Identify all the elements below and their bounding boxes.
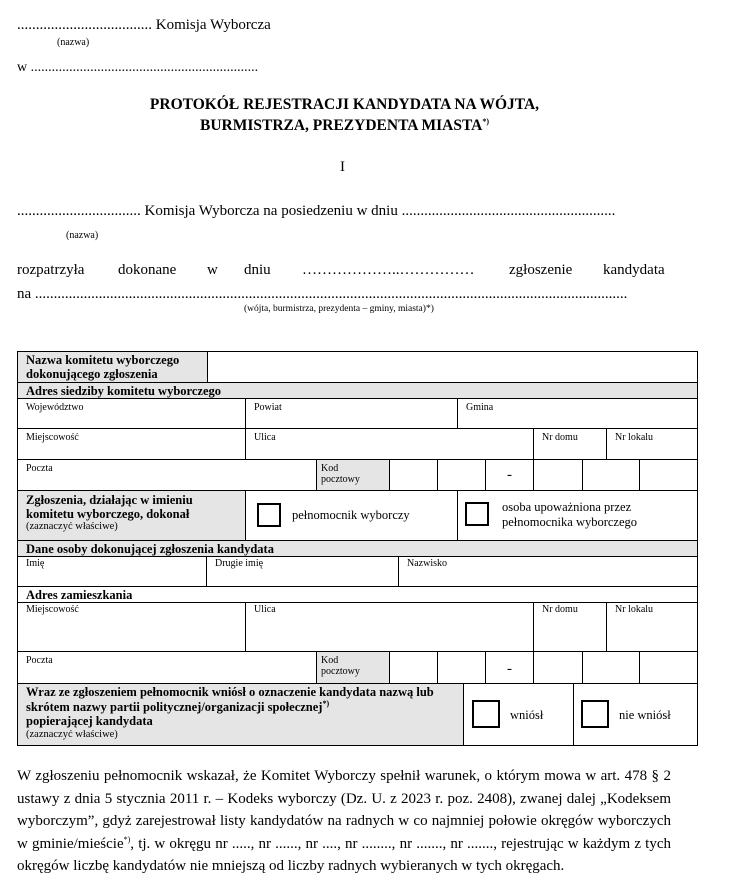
hq-gmina-field[interactable]: Gmina xyxy=(457,398,698,429)
review-word: dniu xyxy=(244,262,271,278)
hq-address-header: Adres siedziby komitetu wyborczego xyxy=(17,382,698,399)
hq-powiat-field[interactable]: Powiat xyxy=(245,398,458,429)
hq-nr-domu-field[interactable]: Nr domu xyxy=(533,428,607,460)
osoba-upowazniona-checkbox[interactable] xyxy=(465,502,489,526)
commission-name-line: .................................... Komisja Wyborcza xyxy=(17,17,271,33)
submitter-nazwisko-field[interactable]: Nazwisko xyxy=(398,556,698,587)
section-number: I xyxy=(340,159,345,175)
title-line-2: BURMISTRZA, PREZYDENTA MIASTA*) xyxy=(199,116,489,134)
closing-paragraph: W zgłoszeniu pełnomocnik wskazał, że Komitet Wyborczy spełnił warunek, o którym mowa w art. 478 § 2 ustawy z dnia 5 stycznia 2011 r. – Kodeks wyborczy (Dz. U. z 2023 r. poz. 2408), zwanej dalej „Kodeksem wyborczym”, gdyż zarejestrował listy kandydatów na radnych w co najmniej połowie okręgów wyborczych w gminie/mieście*), tj. w okręgu nr ....., nr ......, nr ...., nr ........, nr ......., nr ......., rejestrując w każdym z tych okręgów liczbę kandydatów nie mniejszą od liczby radnych wybieranych w tych okręgach. xyxy=(17,768,671,875)
postal-digit-box[interactable] xyxy=(582,459,640,491)
submitter-imie-field[interactable]: Imię xyxy=(17,556,207,587)
residence-header: Adres zamieszkania xyxy=(17,586,698,603)
postal-dash: - xyxy=(485,459,534,491)
postal-digit-box[interactable] xyxy=(389,459,438,491)
postal-digit-box[interactable] xyxy=(437,459,486,491)
location-line: w ................................................................. xyxy=(17,60,259,75)
title-line-1: PROTOKÓŁ REJESTRACJI KANDYDATA NA WÓJTA, xyxy=(149,96,540,113)
nie-wniosl-checkbox[interactable] xyxy=(581,700,609,728)
res-ulica-field[interactable]: Ulica xyxy=(245,602,534,652)
committee-name-label-cell: Nazwa komitetu wyborczego dokonującego zgłoszenia xyxy=(17,351,208,383)
meeting-name-hint: (nazwa) xyxy=(66,230,99,241)
res-kod-pocztowy-label: Kod pocztowy xyxy=(316,651,390,684)
review-word: zgłoszenie xyxy=(509,262,573,278)
postal-digit-box[interactable] xyxy=(639,651,698,684)
postal-digit-box[interactable] xyxy=(389,651,438,684)
committee-name-field[interactable] xyxy=(207,351,698,383)
wniosl-checkbox[interactable] xyxy=(472,700,500,728)
postal-digit-box[interactable] xyxy=(533,459,583,491)
hq-poczta-field[interactable]: Poczta xyxy=(17,459,317,491)
submitted-by-label-cell: Zgłoszenia, działając w imieniu komitetu wyborczego, dokonał (zaznaczyć właściwe) xyxy=(17,490,246,541)
submitter-drugie-imie-field[interactable]: Drugie imię xyxy=(206,556,399,587)
review-date-dots: ………………..…………… xyxy=(302,262,475,278)
res-miejscowosc-field[interactable]: Miejscowość xyxy=(17,602,246,652)
option-osoba-cell[interactable]: osoba upoważniona przez pełnomocnika wyborczego xyxy=(457,490,698,541)
option-wniosl-cell[interactable]: wniósł xyxy=(463,683,574,746)
postal-dash: - xyxy=(485,651,534,684)
submitter-header: Dane osoby dokonującej zgłoszenia kandydata xyxy=(17,540,698,557)
res-poczta-field[interactable]: Poczta xyxy=(17,651,317,684)
hq-miejscowosc-field[interactable]: Miejscowość xyxy=(17,428,246,460)
hq-kod-pocztowy-label: Kod pocztowy xyxy=(316,459,390,491)
postal-digit-box[interactable] xyxy=(437,651,486,684)
review-word: w xyxy=(207,262,218,278)
res-nr-lokalu-field[interactable]: Nr lokalu xyxy=(606,602,698,652)
pelnomocnik-checkbox[interactable] xyxy=(257,503,281,527)
hq-wojewodztwo-field[interactable]: Województwo xyxy=(17,398,246,429)
postal-digit-box[interactable] xyxy=(639,459,698,491)
hq-ulica-field[interactable]: Ulica xyxy=(245,428,534,460)
option-nie-wniosl-cell[interactable]: nie wniósł xyxy=(573,683,698,746)
postal-digit-box[interactable] xyxy=(582,651,640,684)
commission-name-hint: (nazwa) xyxy=(57,37,90,48)
review-word: dokonane xyxy=(118,262,177,278)
registration-form-table xyxy=(17,351,698,746)
meeting-line: ................................. Komisja Wyborcza na posiedzeniu w dniu ......................................................... xyxy=(17,203,616,219)
office-line: na .............................................................................................................................................................. xyxy=(17,286,628,302)
option-pelnomocnik-cell[interactable]: pełnomocnik wyborczy xyxy=(245,490,458,541)
party-label-cell: Wraz ze zgłoszeniem pełnomocnik wniósł o oznaczenie kandydata nazwą lub skrótem nazwy partii politycznej/organizacji społecznej*) popierającej kandydata (zaznaczyć właściwe) xyxy=(17,683,464,746)
res-nr-domu-field[interactable]: Nr domu xyxy=(533,602,607,652)
postal-digit-box[interactable] xyxy=(533,651,583,684)
review-word: rozpatrzyła xyxy=(17,262,85,278)
office-hint: (wójta, burmistrza, prezydenta – gminy, miasta)*) xyxy=(244,304,434,314)
hq-nr-lokalu-field[interactable]: Nr lokalu xyxy=(606,428,698,460)
review-word: kandydata xyxy=(603,262,665,278)
